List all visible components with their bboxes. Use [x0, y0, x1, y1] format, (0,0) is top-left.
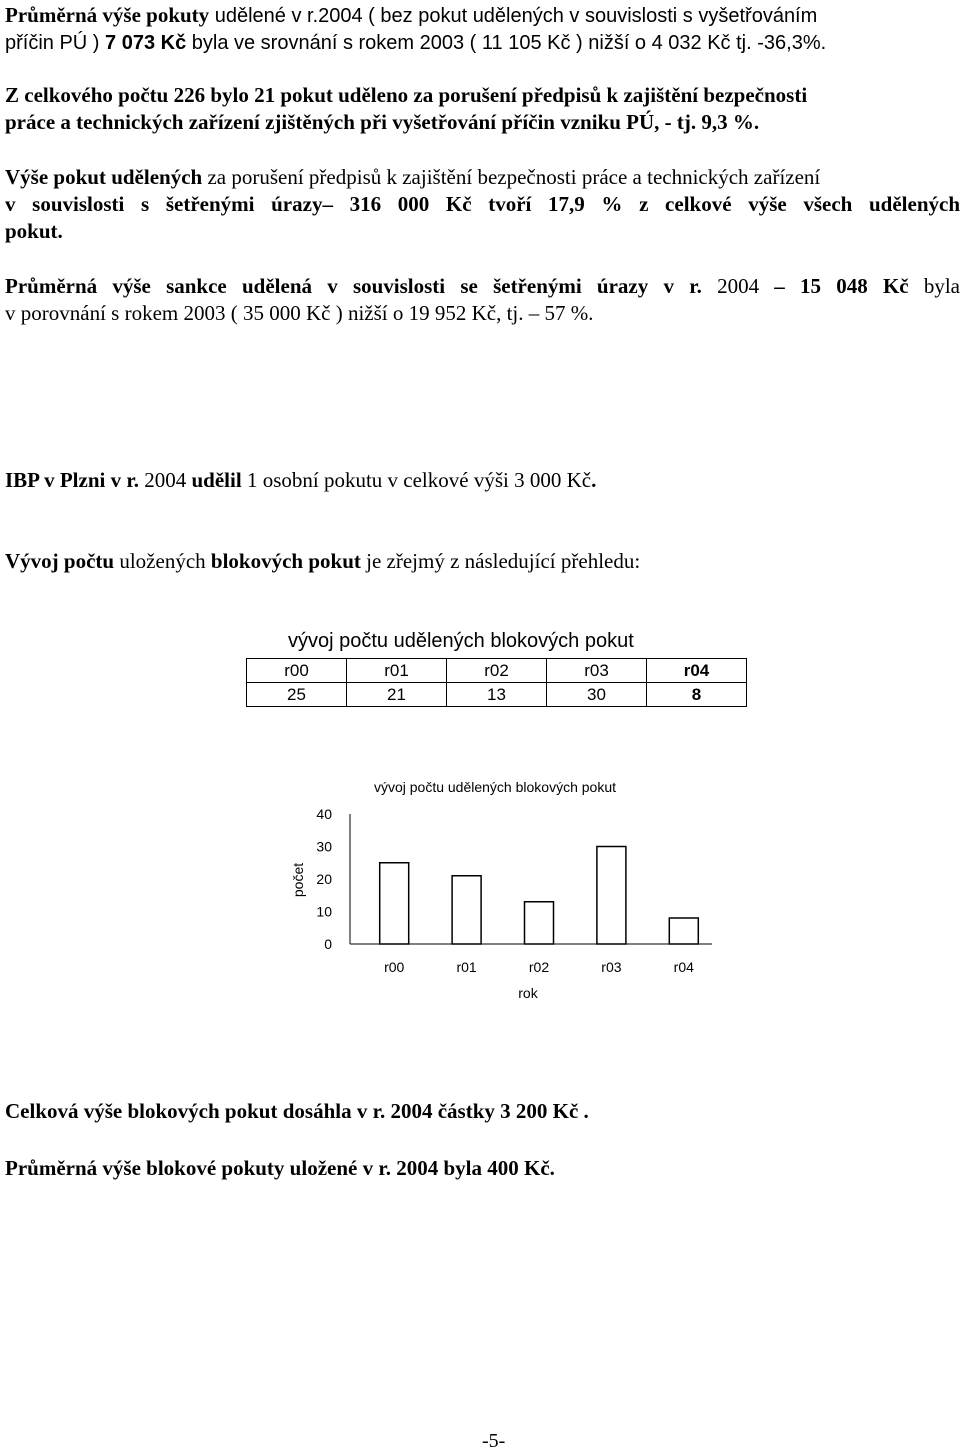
- bar-chart: [0, 770, 960, 1010]
- table-header-row: [247, 659, 747, 683]
- text: byla ve srovnání s rokem 2003 ( 11 105 Kč ) nižší o 4 032 Kč tj. -36,3%.: [186, 32, 827, 54]
- text: je zřejmý z následující přehledu:: [360, 549, 641, 573]
- bold-text: 7 073 Kč: [105, 32, 187, 54]
- table-cell: 8: [647, 683, 747, 707]
- bold-text: Výše pokut udělených: [5, 165, 203, 189]
- bold-text: Průměrná výše sankce udělená v souvislosti se šetřenými úrazy v r.: [5, 274, 702, 298]
- x-tick-label: r03: [601, 959, 622, 975]
- table-cell: r02: [447, 659, 547, 683]
- x-tick-label: r04: [673, 959, 694, 975]
- bar-r03: [597, 847, 626, 945]
- x-tick-label: r01: [456, 959, 477, 975]
- chart-title: vývoj počtu udělených blokových pokut: [373, 779, 617, 795]
- text-line: v porovnání s rokem 2003 ( 35 000 Kč ) nižší o 19 952 Kč, tj. – 57 %.: [5, 301, 594, 325]
- paragraph-ibp-plzen: [5, 467, 960, 494]
- table-cell: 13: [447, 683, 547, 707]
- bold-text: IBP v Plzni v r.: [5, 468, 139, 492]
- table-cell: 30: [547, 683, 647, 707]
- y-tick-label: 30: [316, 838, 332, 855]
- text: 2004: [139, 468, 192, 492]
- y-tick-label: 40: [316, 806, 332, 822]
- text: příčin PÚ ): [5, 32, 106, 54]
- text: uložených: [114, 549, 211, 573]
- paragraph-fines-amount: [5, 164, 960, 245]
- text: byla: [908, 274, 960, 298]
- text-line: práce a technických zařízení zjištěných při vyšetřování příčin vzniku PÚ, - tj. 9,3 %.: [5, 110, 760, 134]
- bold-text: blokových pokut: [210, 549, 361, 573]
- table-title: vývoj počtu udělených blokových pokut: [288, 630, 634, 652]
- text: za porušení předpisů k zajištění bezpečnosti práce a technických zařízení: [202, 165, 821, 189]
- bold-text: udělil: [191, 468, 242, 492]
- paragraph-fines-safety: [5, 82, 960, 136]
- table-cell: r03: [547, 659, 647, 683]
- paragraph-average-sanction: [5, 273, 960, 327]
- text: 2004: [701, 274, 775, 298]
- y-tick-label: 20: [316, 871, 332, 887]
- table-cell: 25: [247, 683, 347, 707]
- paragraph-average-fine: [5, 2, 960, 57]
- table-cell: r01: [347, 659, 447, 683]
- table-cell: 21: [347, 683, 447, 707]
- table-cell: r04: [647, 659, 747, 683]
- text-line: Celková výše blokových pokut dosáhla v r. 2004 částky 3 200 Kč .: [5, 1099, 589, 1123]
- y-tick-label: 0: [324, 936, 332, 952]
- paragraph-block-total: [5, 1098, 960, 1125]
- page-number: -5-: [482, 1430, 506, 1452]
- bold-text: Vývoj počtu: [5, 549, 115, 573]
- bold-text: Průměrná výše pokuty: [5, 3, 210, 27]
- bar-r04: [669, 918, 698, 944]
- bar-r02: [525, 902, 554, 944]
- x-axis-label: rok: [518, 985, 538, 1001]
- text-line: Průměrná výše blokové pokuty uložené v r. 2004 byla 400 Kč.: [5, 1156, 555, 1180]
- table-row: [247, 683, 747, 707]
- text: udělené v r.2004 ( bez pokut udělených v souvislosti s vyšetřováním: [209, 5, 818, 27]
- x-tick-label: r02: [528, 959, 550, 975]
- y-axis-label: počet: [290, 862, 306, 898]
- bold-text: .: [591, 468, 597, 492]
- text-line: v souvislosti s šetřenými úrazy– 316 000 Kč tvoří 17,9 % z celkové výše všech udělených: [5, 192, 960, 216]
- bold-text: – 15 048 Kč: [774, 274, 909, 298]
- block-fines-table: [246, 658, 747, 707]
- table-cell: r00: [247, 659, 347, 683]
- text-line: Z celkového počtu 226 bylo 21 pokut uděleno za porušení předpisů k zajištění bezpečnosti: [5, 83, 808, 107]
- text: 1 osobní pokutu v celkové výši 3 000 Kč: [241, 468, 592, 492]
- bar-r00: [380, 863, 409, 944]
- text-line: pokut.: [5, 219, 63, 243]
- x-tick-label: r00: [384, 959, 405, 975]
- y-tick-label: 10: [316, 903, 332, 920]
- paragraph-block-fines-intro: [5, 548, 960, 575]
- bar-r01: [452, 876, 481, 944]
- paragraph-block-average: [5, 1155, 960, 1182]
